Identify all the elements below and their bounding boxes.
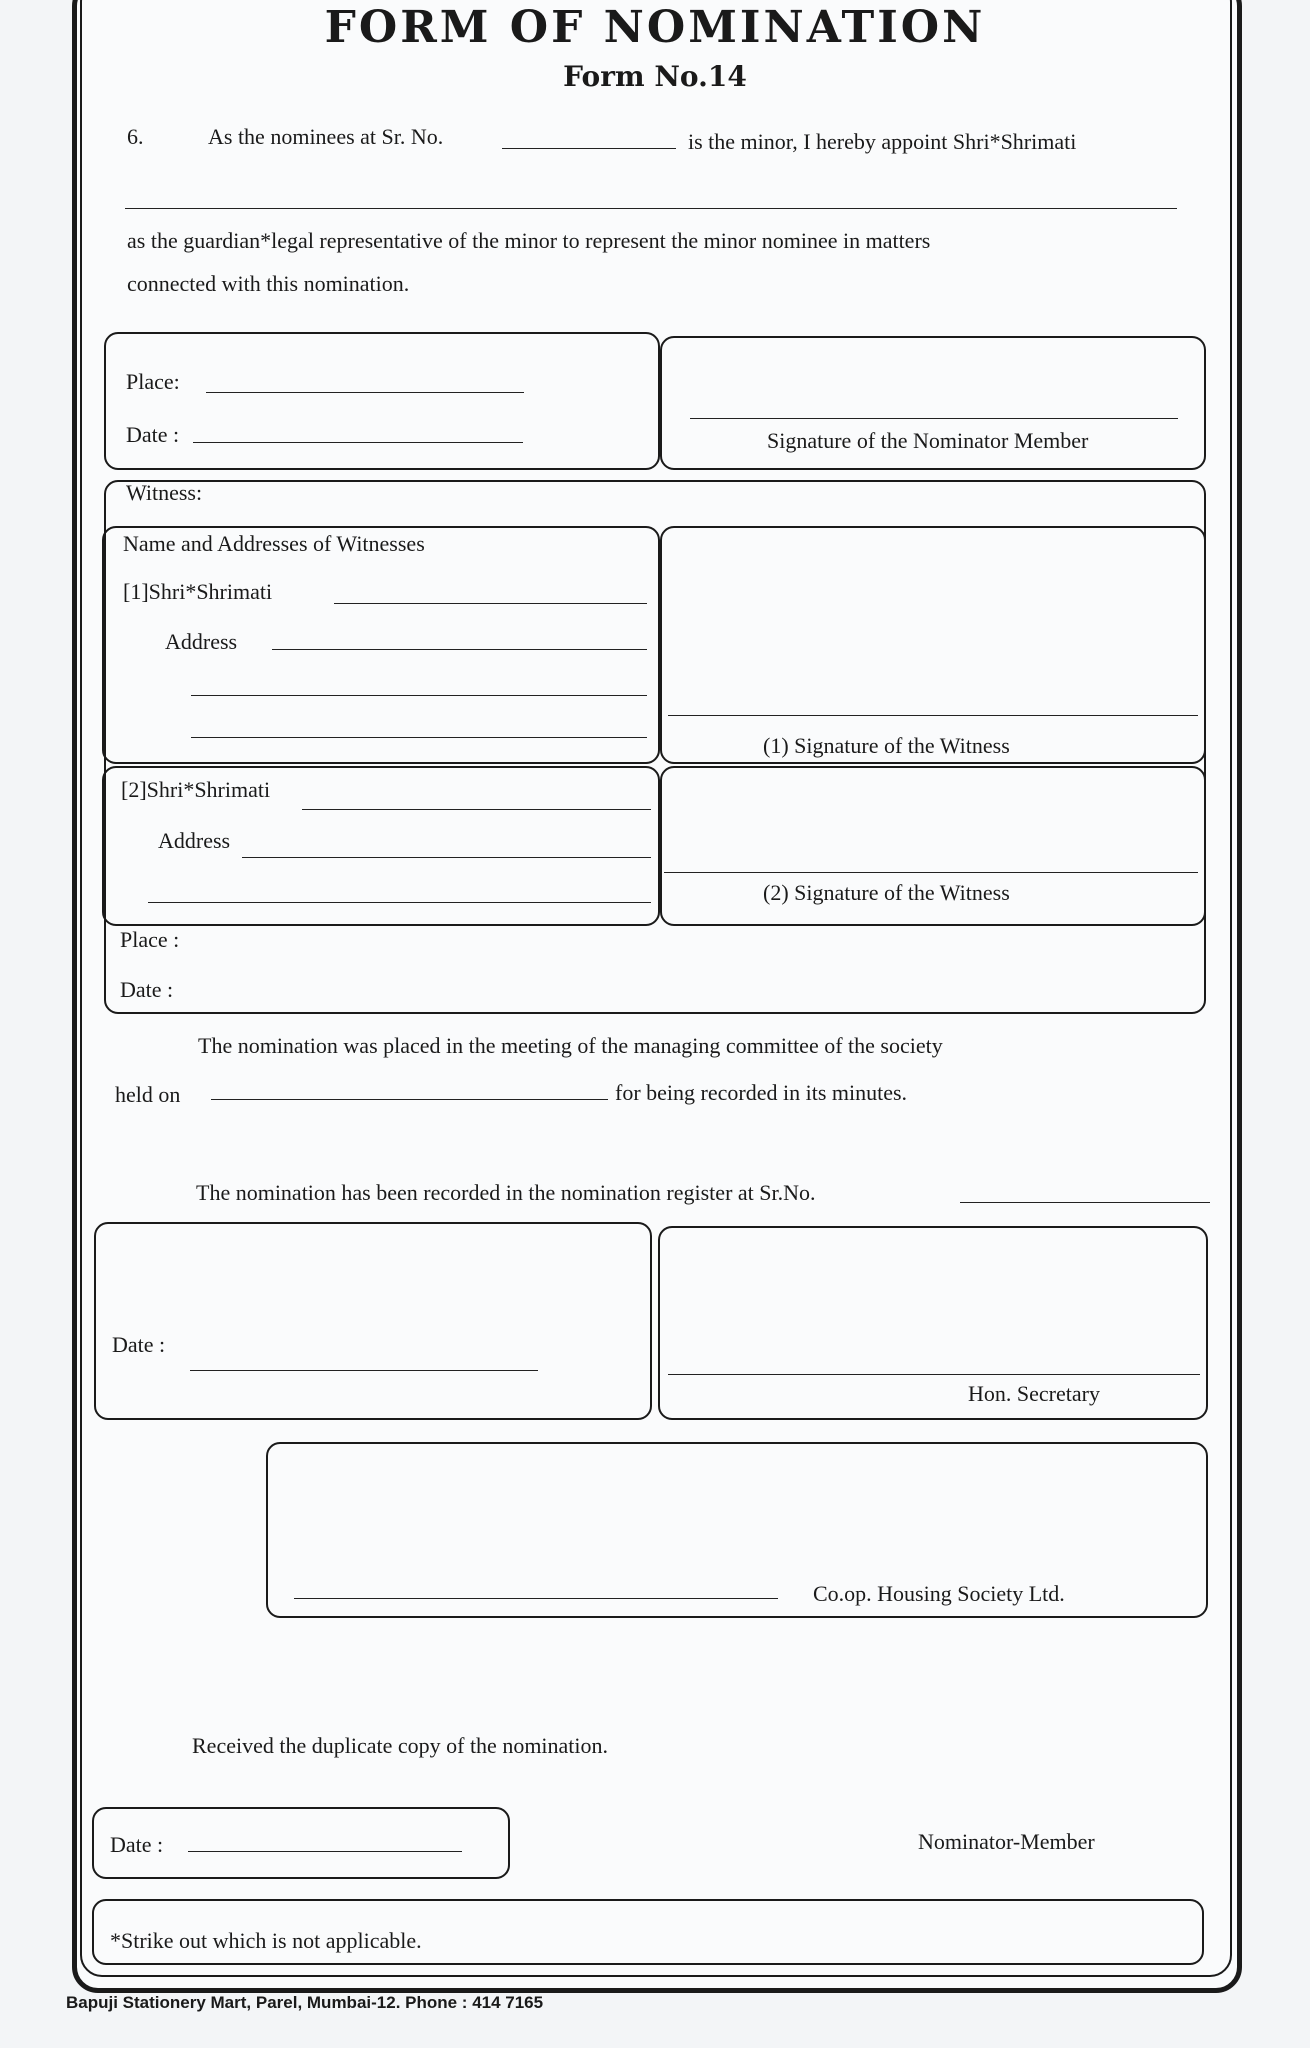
society-label: Co.op. Housing Society Ltd. xyxy=(813,1581,1065,1606)
clause-line2: as the guardian*legal representative of the minor to represent the minor nominee in matters xyxy=(127,228,931,253)
witness2-name-field[interactable] xyxy=(302,809,651,810)
witnesses-heading: Name and Addresses of Witnesses xyxy=(123,531,425,556)
witness-place-label: Place : xyxy=(120,927,180,952)
nominator-place-date-box xyxy=(104,332,660,470)
secretary-label: Hon. Secretary xyxy=(968,1381,1100,1406)
committee-held-on-label: held on xyxy=(115,1082,181,1107)
committee-line1: The nomination was placed in the meeting of the managing committee of the society xyxy=(198,1033,943,1058)
strike-out-note: *Strike out which is not applicable. xyxy=(110,1928,422,1953)
secretary-date-box xyxy=(94,1222,652,1420)
society-box xyxy=(266,1442,1208,1618)
printer-imprint: Bapuji Stationery Mart, Parel, Mumbai-12. Phone : 414 7165 xyxy=(66,1993,544,2012)
clause-line3: connected with this nomination. xyxy=(127,271,410,296)
witness2-address-label: Address xyxy=(158,828,231,853)
witness1-address-label: Address xyxy=(165,629,238,654)
nominator-signature-line[interactable] xyxy=(690,418,1178,419)
witness1-signature-label: (1) Signature of the Witness xyxy=(763,733,1010,758)
clause-line1-end: is the minor, I hereby appoint Shri*Shrimati xyxy=(688,129,1077,154)
society-name-field[interactable] xyxy=(294,1598,778,1599)
secretary-date-field[interactable] xyxy=(190,1370,538,1371)
secretary-signature-box xyxy=(658,1226,1208,1420)
receipt-text: Received the duplicate copy of the nomination. xyxy=(192,1733,609,1758)
place-label: Place: xyxy=(126,369,180,394)
place-field[interactable] xyxy=(206,392,524,393)
committee-line2-end: for being recorded in its minutes. xyxy=(615,1080,908,1105)
witness1-signature-line[interactable] xyxy=(668,715,1198,716)
form-number: Form No.14 xyxy=(563,60,747,93)
nominator-signature-label: Signature of the Nominator Member xyxy=(767,428,1089,453)
witness-label: Witness: xyxy=(126,480,203,505)
nominator-member-label: Nominator-Member xyxy=(918,1829,1095,1854)
witness1-signature-box xyxy=(660,526,1206,764)
register-text: The nomination has been recorded in the nomination register at Sr.No. xyxy=(196,1180,816,1205)
form-title: FORM OF NOMINATION xyxy=(324,2,986,53)
witness2-name-label: [2]Shri*Shrimati xyxy=(121,777,271,802)
date-label: Date : xyxy=(126,422,180,447)
witness1-address-field-3[interactable] xyxy=(191,737,647,738)
clause-line1-start: As the nominees at Sr. No. xyxy=(208,124,444,149)
witness1-address-field-1[interactable] xyxy=(272,649,647,650)
meeting-date-field[interactable] xyxy=(211,1099,608,1100)
witness1-address-field-2[interactable] xyxy=(191,695,647,696)
minor-sr-no-field[interactable] xyxy=(502,148,676,149)
witness2-signature-label: (2) Signature of the Witness xyxy=(763,880,1010,905)
receipt-date-field[interactable] xyxy=(188,1851,462,1852)
date-field[interactable] xyxy=(193,442,523,443)
register-sr-no-field[interactable] xyxy=(960,1202,1210,1203)
witness-date-label: Date : xyxy=(120,977,174,1002)
clause-number: 6. xyxy=(127,124,144,149)
witness2-signature-line[interactable] xyxy=(664,872,1198,873)
receipt-date-label: Date : xyxy=(110,1832,164,1857)
secretary-signature-line[interactable] xyxy=(668,1374,1200,1375)
witness1-name-label: [1]Shri*Shrimati xyxy=(123,579,273,604)
witness1-name-field[interactable] xyxy=(334,603,647,604)
guardian-name-field[interactable] xyxy=(125,208,1177,209)
secretary-date-label: Date : xyxy=(112,1332,166,1357)
witness2-address-field-1[interactable] xyxy=(242,857,651,858)
witness2-address-field-2[interactable] xyxy=(148,902,651,903)
